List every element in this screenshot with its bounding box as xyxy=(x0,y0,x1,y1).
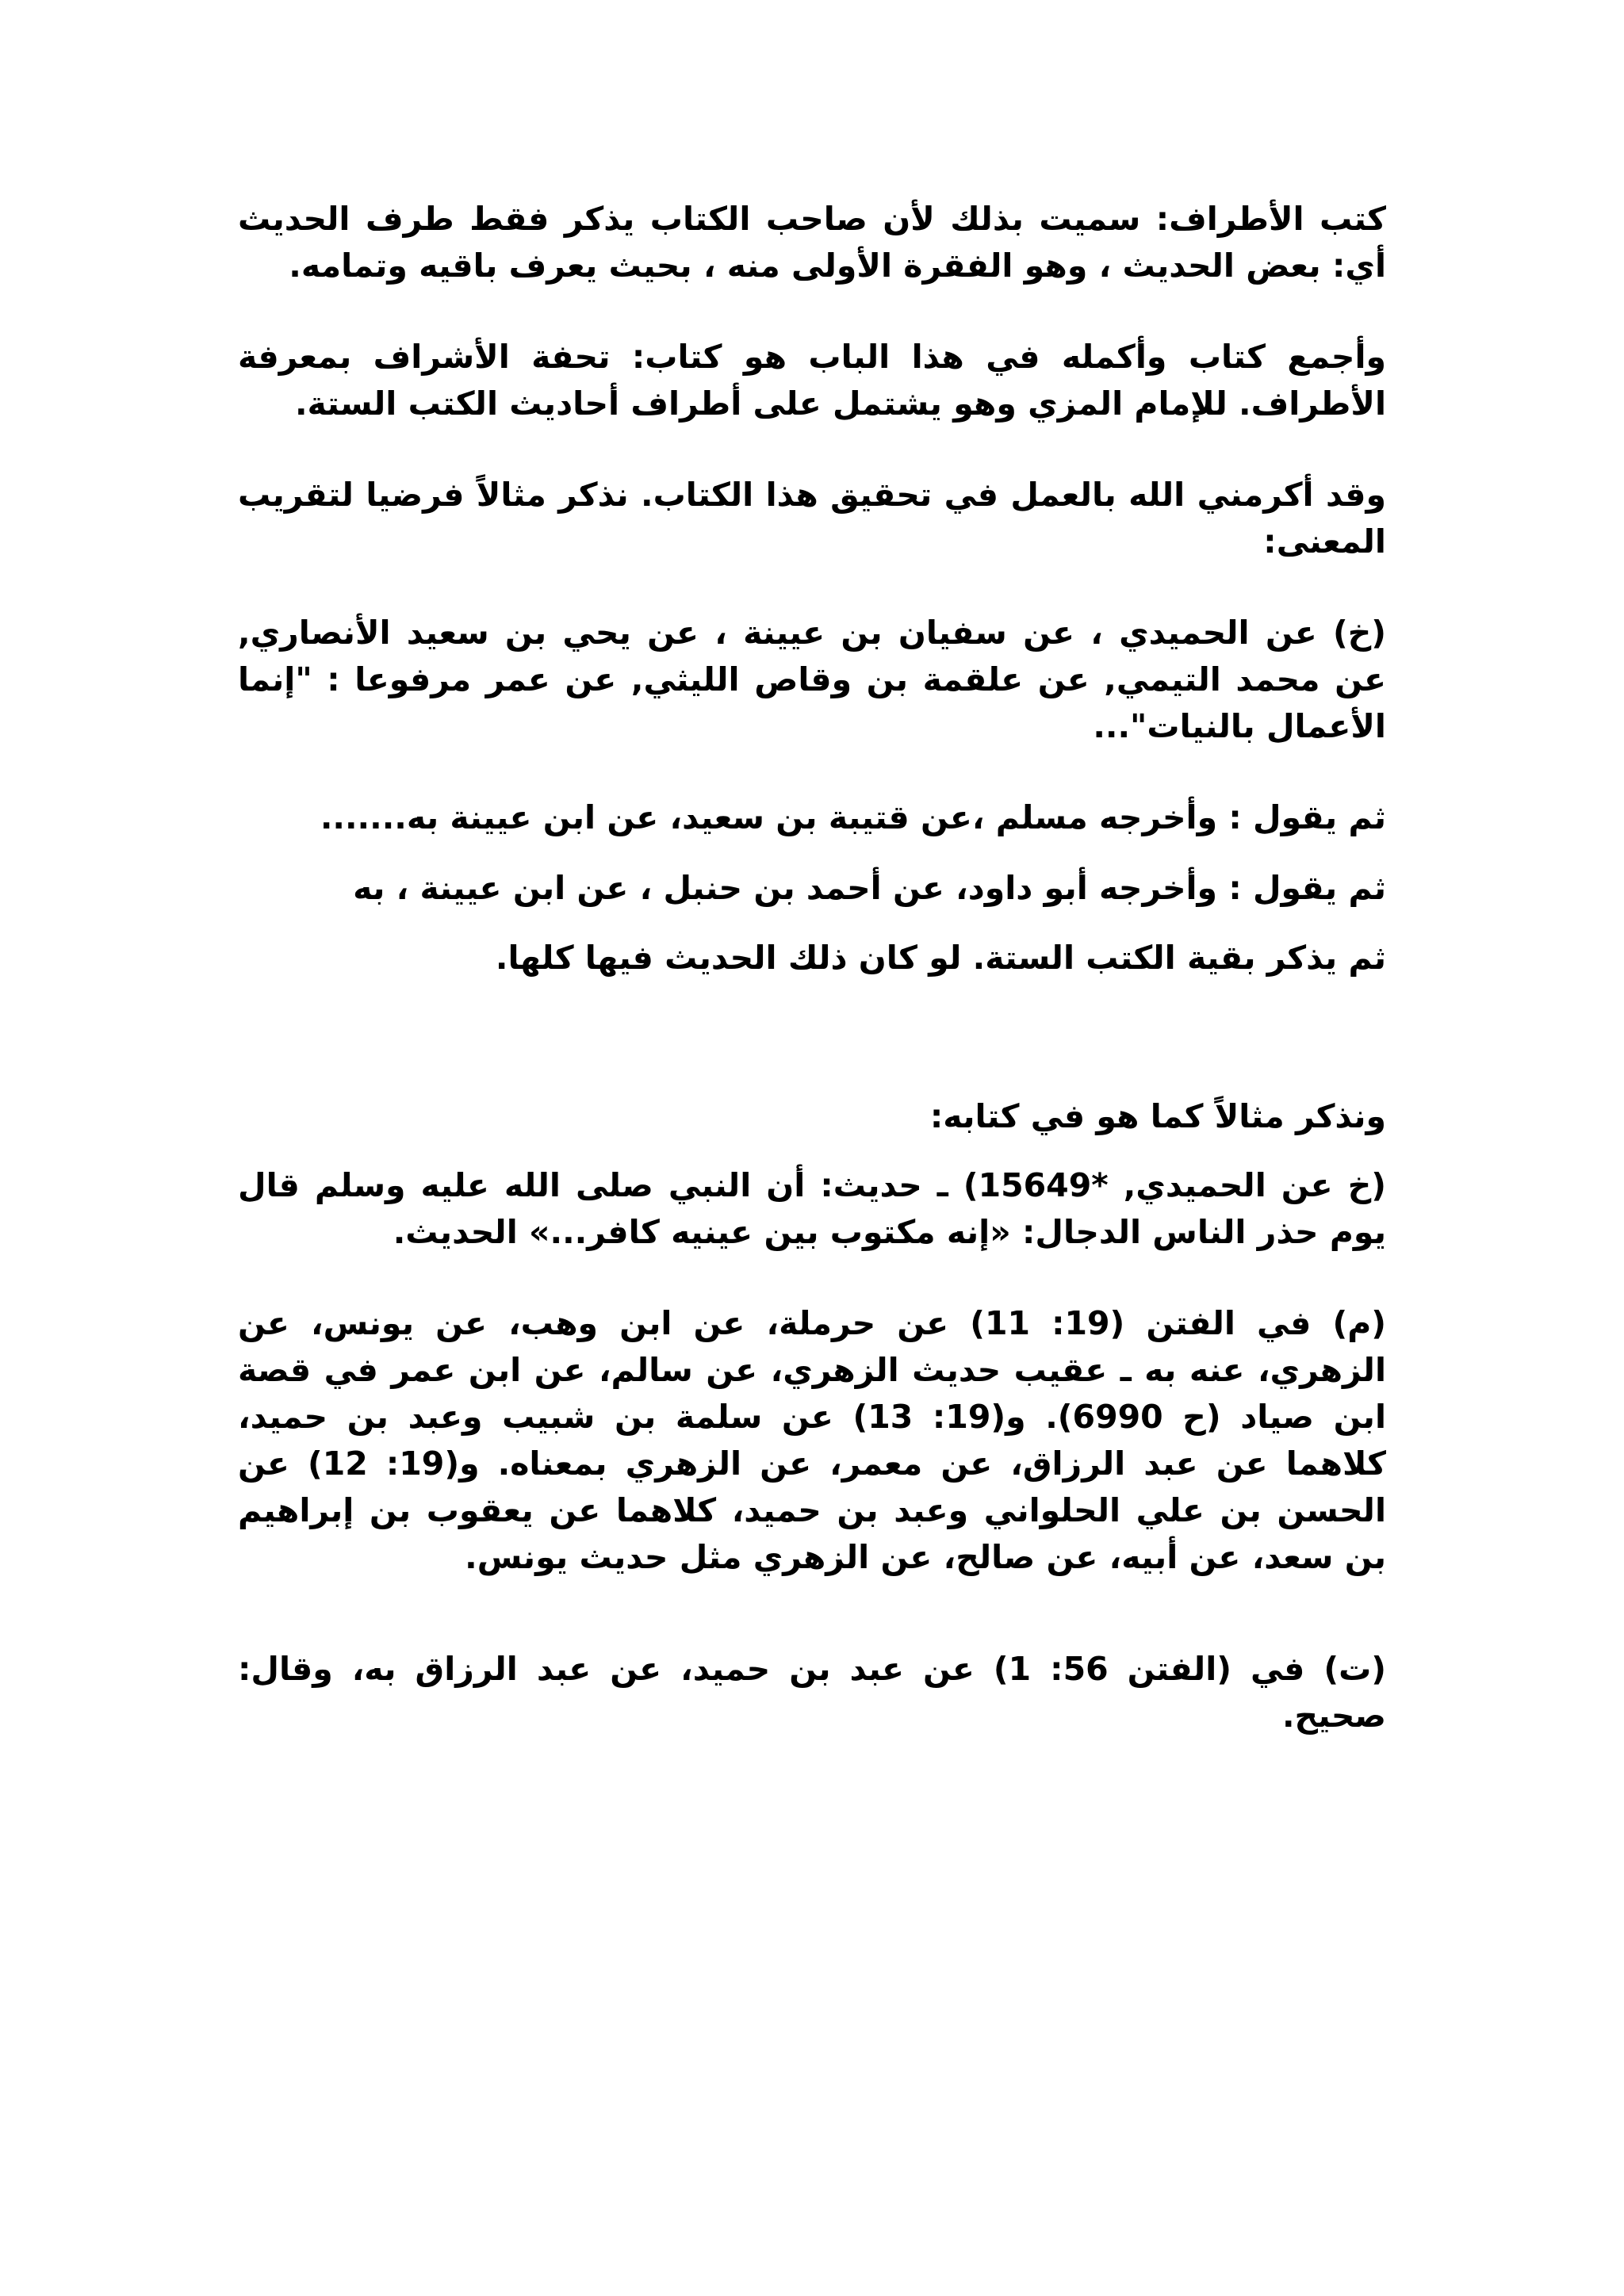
paragraph-tirmidhi-reference: (ت) في (الفتن 56: 1) عن عبد بن حميد، عن عبد الرزاق به، وقال: صحيح. xyxy=(238,1650,1387,1735)
paragraph-abu-dawud-chain: ثم يقول : وأخرجه أبو داود، عن أحمد بن حنبل ، عن ابن عيينة ، به xyxy=(353,869,1386,907)
paragraph-tuhfat-al-ashraf: وأجمع كتاب وأكمله في هذا الباب هو كتاب: تحفة الأشراف بمعرفة الأطراف. للإمام المزي وهو يشتمل على أطراف أحاديث الكتب الستة. xyxy=(238,338,1386,423)
paragraph-bukhari-chain: (خ) عن الحميدي ، عن سفيان بن عيينة ، عن يحي بن سعيد الأنصاري, عن محمد التيمي, عن علقمة بن وقاص الليثي, عن عمر مرفوعا : "إنما الأعمال بالنيات"... xyxy=(238,614,1386,745)
paragraph-hadith-15649: (خ عن الحميدي, *15649) ـ حديث: أن النبي صلى الله عليه وسلم قال يوم حذر الناس الدجال: «إنه مكتوب بين عينيه كافر...» الحديث. xyxy=(238,1166,1386,1251)
paragraph-hypothetical-example-intro: وقد أكرمني الله بالعمل في تحقيق هذا الكتاب. نذكر مثالاً فرضيا لتقريب المعنى: xyxy=(238,476,1386,561)
paragraph-actual-example-intro: ونذكر مثالاً كما هو في كتابه: xyxy=(929,1097,1386,1135)
paragraph-remaining-books: ثم يذكر بقية الكتب الستة. لو كان ذلك الحديث فيها كلها. xyxy=(495,939,1386,977)
paragraph-muslim-references: (م) في الفتن (19: 11) عن حرملة، عن ابن وهب، عن يونس، عن الزهري، عنه به ـ عقيب حديث الزهري، عن سالم، عن ابن عمر في قصة ابن صياد (ح 6990). و(19: 13) عن سلمة بن شبيب وعبد بن حميد، كلاهما عن عبد الرزاق، عن معمر، عن الزهري بمعناه. و(19: 12) عن الحسن بن علي الحلواني وعبد بن حميد، كلاهما عن يعقوب بن إبراهيم بن سعد، عن أبيه، عن صالح، عن الزهري مثل حديث يونس. xyxy=(238,1304,1386,1576)
paragraph-muslim-chain: ثم يقول : وأخرجه مسلم ،عن قتيبة بن سعيد، عن ابن عيينة به....... xyxy=(320,798,1386,836)
paragraph-atraf-definition: كتب الأطراف: سميت بذلك لأن صاحب الكتاب يذكر فقط طرف الحديث أي: بعض الحديث ، وهو الفقرة الأولى منه ، بحيث يعرف باقيه وتمامه. xyxy=(238,200,1386,285)
